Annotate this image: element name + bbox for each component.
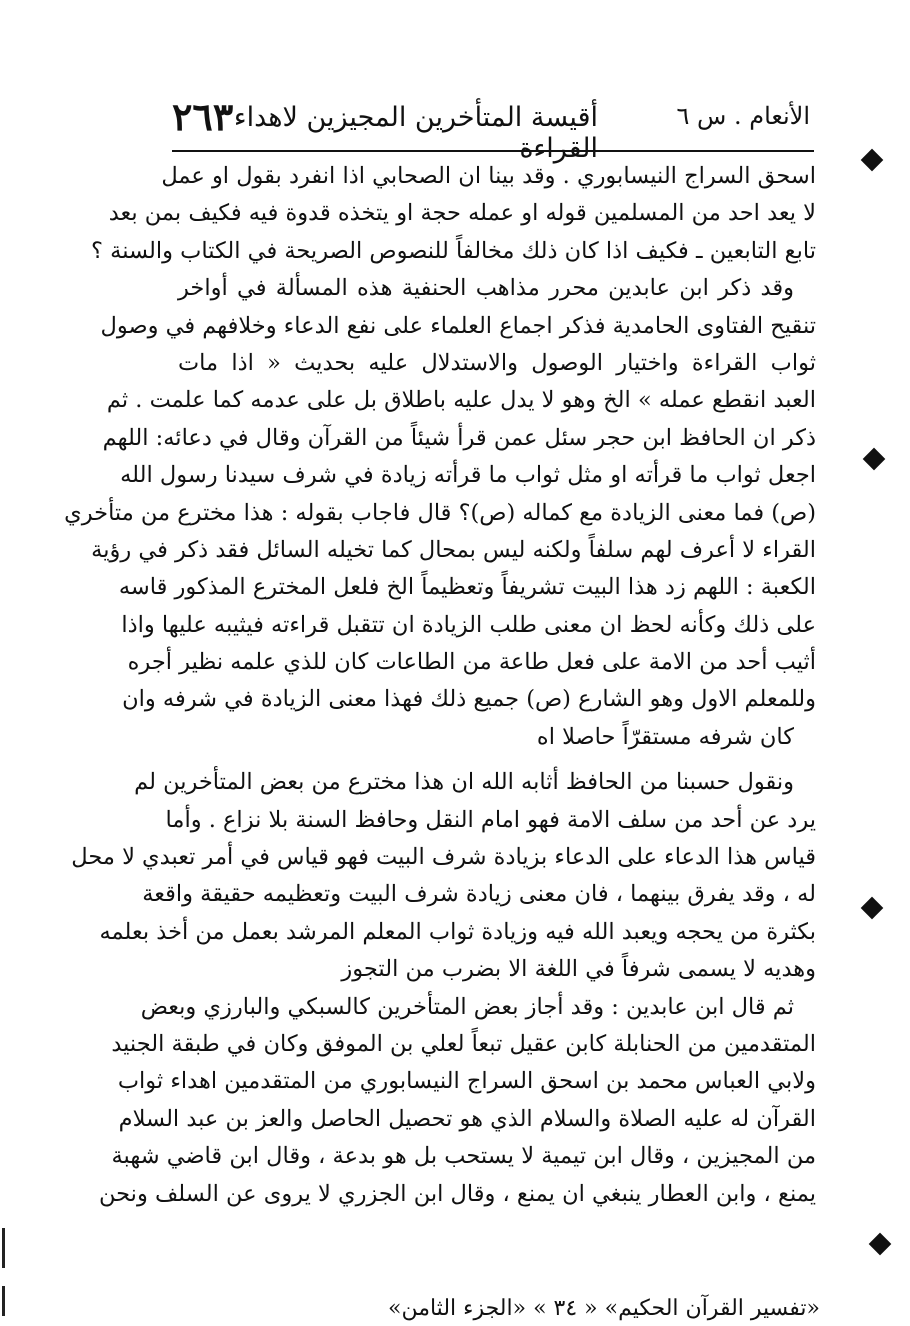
text-line: أثيب أحد من الامة على فعل طاعة من الطاعات كان للذي علمه نظير أجره: [127, 649, 816, 676]
text-line: وللمعلم الاول وهو الشارع (ص) جميع ذلك فهذا معنى الزيادة في شرفه وان: [122, 686, 816, 713]
margin-marker-icon: [861, 897, 884, 920]
text-line: ونقول حسبنا من الحافظ أثابه الله ان هذا مخترع من بعض المتأخرين لم: [134, 769, 794, 796]
text-line: وقد ذكر ابن عابدين محرر مذاهب الحنفية هذه المسألة في أواخر: [178, 275, 794, 302]
scan-edge-mark: [2, 1228, 5, 1268]
header-rule: [172, 150, 814, 152]
scan-edge-mark: [2, 1286, 5, 1316]
text-line: لا يعد احد من المسلمين قوله او عمله حجة او يتخذه قدوة فيه فكيف بمن بعد: [108, 200, 816, 227]
text-line: ولابي العباس محمد بن اسحق السراج النيسابوري من المتقدمين اهداء ثواب: [117, 1068, 816, 1095]
text-line: كان شرفه مستقرّاً حاصلا اه: [536, 723, 794, 750]
text-line: الكعبة : اللهم زد هذا البيت تشريفاً وتعظيماً الخ فلعل المخترع المذكور قاسه: [118, 574, 816, 601]
body-text: [64, 158, 816, 1213]
margin-marker-icon: [861, 149, 884, 172]
text-line: ثواب القراءة واختيار الوصول والاستدلال عليه بحديث « اذا مات: [178, 349, 816, 376]
text-line: تنقيح الفتاوى الحامدية فذكر اجماع العلماء على نفع الدعاء وخلافهم في وصول: [100, 312, 816, 339]
header-title: أقيسة المتأخرين المجيزين لاهداء القراءة: [233, 102, 598, 164]
text-line: وهديه لا يسمى شرفاً في اللغة الا بضرب من التجوز: [341, 956, 816, 983]
text-line: القرآن له عليه الصلاة والسلام الذي هو تحصيل الحاصل والعز بن عبد السلام: [118, 1105, 816, 1132]
margin-marker-icon: [869, 1233, 892, 1256]
text-line: يمنع ، وابن العطار ينبغي ان يمنع ، وقال ابن الجزري لا يروى عن السلف ونحن: [99, 1180, 816, 1207]
text-line: اسحق السراج النيسابوري . وقد بينا ان الصحابي اذا انفرد بقول او عمل: [161, 163, 816, 189]
text-line: اجعل ثواب ما قرأته او مثل ثواب ما قرأته زيادة في شرف سيدنا رسول الله: [120, 462, 816, 489]
text-line: القراء لا أعرف لهم سلفاً ولكنه ليس بمحال كما تخيله السائل فقد ذكر في رؤية: [91, 536, 816, 563]
text-line: ذكر ان الحافظ ابن حجر سئل عمن قرأ شيئاً من القرآن وقال في دعائه: اللهم: [102, 424, 816, 451]
text-line: تابع التابعين ـ فكيف اذا كان ذلك مخالفاً للنصوص الصريحة في الكتاب والسنة ؟: [91, 237, 816, 264]
margin-marker-icon: [863, 448, 886, 471]
text-line: بكثرة من يحجه ويعبد الله فيه وزيادة ثواب المعلم المرشد بعمل من أخذ بعلمه: [99, 918, 816, 945]
header-section-label: الأنعام . س ٦: [676, 102, 810, 130]
text-line: العبد انقطع عمله » الخ وهو لا يدل عليه باطلاق بل على عدمه كما علمت . ثم: [106, 387, 816, 414]
text-line: يرد عن أحد من سلف الامة فهو امام النقل وحافظ السنة بلا نزاع . وأما: [165, 806, 816, 833]
text-line: من المجيزين ، وقال ابن تيمية لا يستحب بل هو بدعة ، وقال ابن قاضي شهبة: [111, 1143, 816, 1170]
page-number: ٢٦٣: [172, 94, 234, 139]
paragraph-gap: [178, 756, 816, 764]
text-line: له ، وقد يفرق بينهما ، فان معنى زيادة شرف البيت وتعظيمه حقيقة واقعة: [142, 881, 816, 908]
text-line: ثم قال ابن عابدين : وقد أجاز بعض المتأخرين كالسبكي والبارزي وبعض: [140, 993, 794, 1020]
text-line: المتقدمين من الحنابلة كابن عقيل تبعاً لعلي بن الموفق وكان في طبقة الجنيد: [111, 1030, 816, 1057]
text-line: قياس هذا الدعاء على الدعاء بزيادة شرف البيت فهو قياس في أمر تعبدي لا محل: [71, 844, 816, 871]
text-line: على ذلك وكأنه لحظ ان معنى طلب الزيادة ان تتقبل قراءته فيثيبه عليها واذا: [121, 611, 816, 638]
running-header: [172, 94, 810, 164]
footer-line: «تفسير القرآن الحكيم» « ٣٤ » «الجزء الثامن»: [387, 1296, 820, 1321]
text-line: (ص) فما معنى الزيادة مع كماله (ص)؟ قال فاجاب بقوله : هذا مخترع من متأخري: [64, 499, 816, 526]
